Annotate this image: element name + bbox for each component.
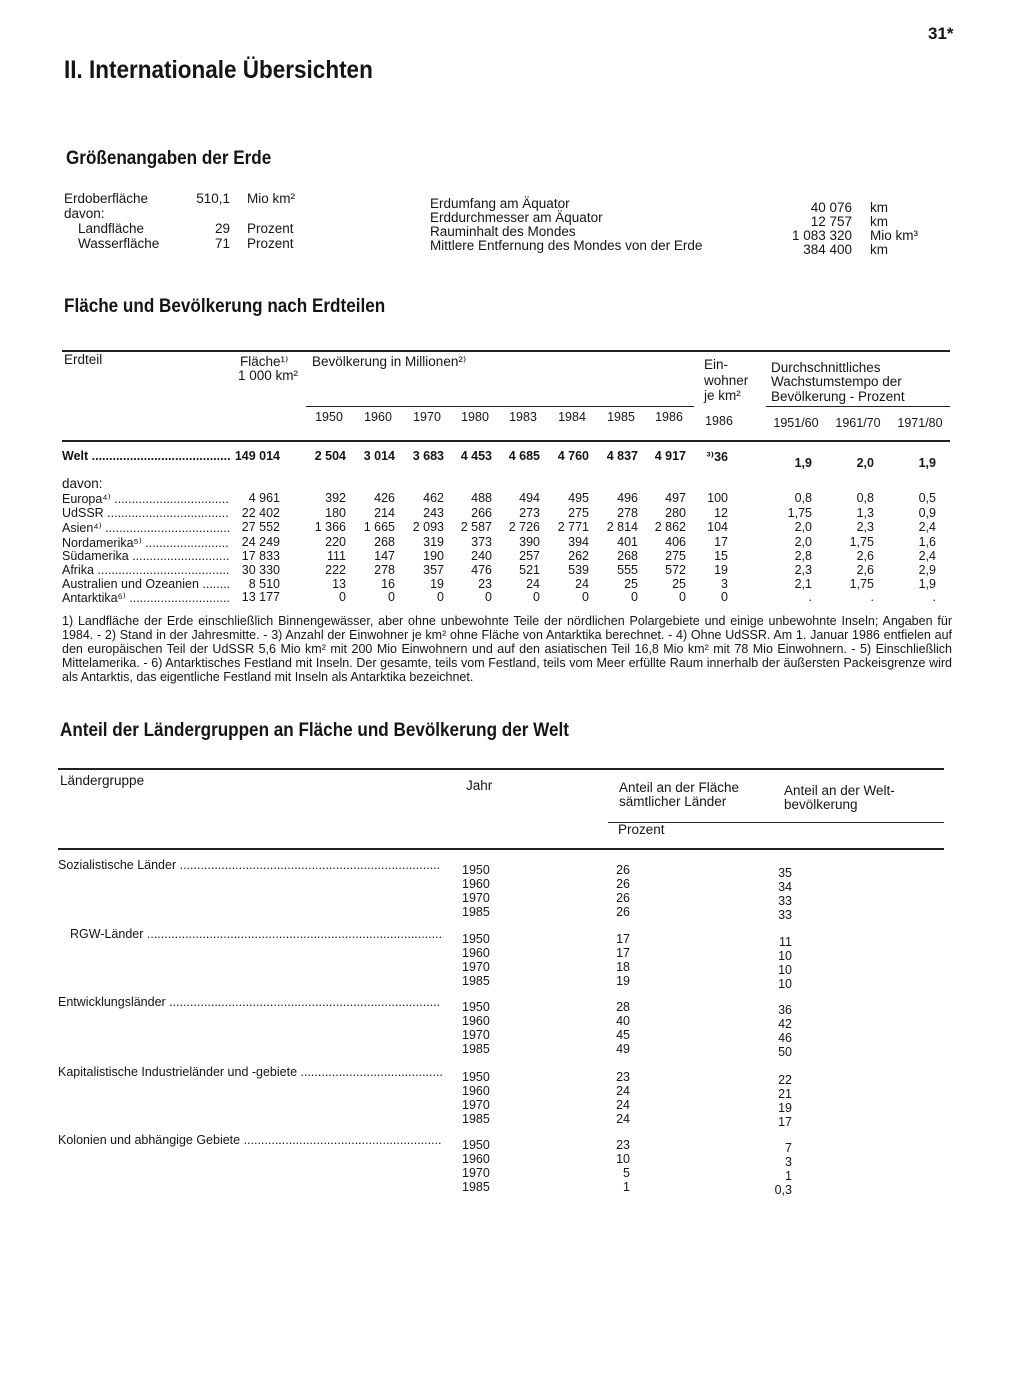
hdr-wachs-3: Bevölkerung - Prozent bbox=[771, 389, 905, 404]
continent-area: 4 961 bbox=[248, 491, 280, 505]
continent-name: UdSSR ................................... bbox=[62, 506, 229, 520]
einw-year-header: 1986 bbox=[705, 414, 733, 428]
continent-growth: 2,3 bbox=[794, 563, 812, 577]
group-area-share: 17 bbox=[616, 932, 630, 946]
group-pop-share: 42 bbox=[778, 1017, 792, 1031]
continent-pop: 1 366 bbox=[314, 520, 346, 534]
group-pop-share: 34 bbox=[778, 880, 792, 894]
hdr-einw-1: Ein- bbox=[704, 357, 729, 372]
continent-pop: 426 bbox=[374, 491, 395, 505]
continent-pop: 0 bbox=[437, 590, 444, 604]
continent-growth: 2,0 bbox=[794, 520, 812, 534]
group-area-share: 26 bbox=[616, 877, 630, 891]
group-pop-share: 36 bbox=[778, 1003, 792, 1017]
continent-pop: 220 bbox=[325, 535, 346, 549]
continent-pop: 496 bbox=[617, 491, 638, 505]
groups-top-rule bbox=[58, 768, 944, 770]
continent-pop: 572 bbox=[665, 563, 686, 577]
group-name: Entwicklungsländer .............................................................................. bbox=[58, 995, 441, 1009]
year-header: 1970 bbox=[413, 410, 441, 424]
group-area-share: 26 bbox=[616, 891, 630, 905]
continent-pop: 373 bbox=[471, 535, 492, 549]
continent-density: 3 bbox=[721, 577, 728, 591]
continent-pop: 4 685 bbox=[508, 449, 540, 463]
period-header: 1971/80 bbox=[897, 416, 943, 430]
continent-pop: 180 bbox=[325, 506, 346, 520]
continent-pop: 257 bbox=[519, 549, 540, 563]
group-area-share: 26 bbox=[616, 905, 630, 919]
hdr-einw-2: wohner bbox=[704, 373, 749, 388]
continent-name: Afrika ...................................... bbox=[62, 563, 230, 577]
group-pop-share: 3 bbox=[785, 1155, 792, 1169]
continent-pop: 401 bbox=[617, 535, 638, 549]
group-year: 1960 bbox=[462, 946, 490, 960]
continent-pop: 497 bbox=[665, 491, 686, 505]
year-header: 1950 bbox=[315, 410, 343, 424]
continent-pop: 494 bbox=[519, 491, 540, 505]
continent-density: 19 bbox=[714, 563, 728, 577]
continent-growth: 2,3 bbox=[856, 520, 874, 534]
continent-pop: 262 bbox=[568, 549, 589, 563]
earth-right-unit: Mio km³ bbox=[870, 228, 918, 243]
continent-growth: 0,8 bbox=[856, 491, 874, 505]
group-area-share: 23 bbox=[616, 1138, 630, 1152]
group-name: Sozialistische Länder ........................................................................... bbox=[58, 858, 441, 872]
continent-growth: 1,3 bbox=[856, 506, 874, 520]
continent-pop: 275 bbox=[665, 549, 686, 563]
earth-heading: Größenangaben der Erde bbox=[66, 148, 272, 169]
earth-left-label: Erdoberfläche bbox=[64, 191, 149, 206]
group-year: 1985 bbox=[462, 974, 490, 988]
continent-pop: 0 bbox=[631, 590, 638, 604]
continent-pop: 539 bbox=[568, 563, 589, 577]
continent-area: 24 249 bbox=[241, 535, 280, 549]
continent-growth: 1,9 bbox=[918, 577, 936, 591]
hdr-bevoelkerung: Bevölkerung in Millionen²⁾ bbox=[312, 354, 467, 369]
continent-pop: 357 bbox=[423, 563, 444, 577]
continents-heading: Fläche und Bevölkerung nach Erdteilen bbox=[64, 296, 386, 317]
hdr-unit: Prozent bbox=[618, 822, 665, 837]
group-pop-share: 0,3 bbox=[774, 1183, 792, 1197]
continent-pop: 2 093 bbox=[412, 520, 444, 534]
group-area-share: 24 bbox=[616, 1098, 630, 1112]
continent-pop: 190 bbox=[423, 549, 444, 563]
earth-right-label: Erddurchmesser am Äquator bbox=[430, 210, 603, 225]
groups-heading: Anteil der Ländergruppen an Fläche und Bevölkerung der Welt bbox=[60, 720, 569, 741]
continent-pop: 2 587 bbox=[460, 520, 492, 534]
group-area-share: 10 bbox=[616, 1152, 630, 1166]
group-area-share: 18 bbox=[616, 960, 630, 974]
continent-density: 100 bbox=[707, 491, 728, 505]
continent-pop: 278 bbox=[617, 506, 638, 520]
continent-pop: 13 bbox=[332, 577, 346, 591]
continent-growth: 2,6 bbox=[856, 563, 874, 577]
continent-pop: 462 bbox=[423, 491, 444, 505]
continent-pop: 16 bbox=[381, 577, 395, 591]
hdr-area-1: Anteil an der Fläche bbox=[619, 780, 740, 795]
continent-pop: 2 726 bbox=[508, 520, 540, 534]
continent-name: Asien⁴⁾ .................................... bbox=[62, 521, 231, 535]
continent-pop: 273 bbox=[519, 506, 540, 520]
continent-growth: 1,75 bbox=[787, 506, 812, 520]
page-number: 31* bbox=[928, 24, 954, 43]
continent-pop: 4 453 bbox=[460, 449, 492, 463]
continent-pop: 390 bbox=[519, 535, 540, 549]
group-pop-share: 35 bbox=[778, 866, 792, 880]
period-header: 1951/60 bbox=[773, 416, 819, 430]
earth-right-unit: km bbox=[870, 200, 888, 215]
earth-right-value: 40 076 bbox=[810, 200, 852, 215]
hdr-wachs-1: Durchschnittliches bbox=[771, 360, 881, 375]
wachs-subrule bbox=[766, 406, 950, 407]
year-header: 1960 bbox=[364, 410, 392, 424]
continent-pop: 4 917 bbox=[654, 449, 686, 463]
continent-name: Antarktika⁶⁾ ............................. bbox=[62, 591, 230, 605]
group-year: 1950 bbox=[462, 863, 490, 877]
group-year: 1985 bbox=[462, 1180, 490, 1194]
continent-pop: 24 bbox=[575, 577, 589, 591]
continent-density: 17 bbox=[714, 535, 728, 549]
group-area-share: 24 bbox=[616, 1084, 630, 1098]
continent-name: Nordamerika⁵⁾ ........................ bbox=[62, 536, 229, 550]
continent-name: Europa⁴⁾ ................................. bbox=[62, 492, 229, 506]
group-pop-share: 22 bbox=[778, 1073, 792, 1087]
earth-left-label: Wasserfläche bbox=[78, 236, 160, 251]
continent-density: 15 bbox=[714, 549, 728, 563]
continent-pop: 25 bbox=[672, 577, 686, 591]
continent-pop: 0 bbox=[582, 590, 589, 604]
group-pop-share: 7 bbox=[785, 1141, 792, 1155]
group-area-share: 23 bbox=[616, 1070, 630, 1084]
continent-density: 104 bbox=[707, 520, 728, 534]
continent-pop: 2 862 bbox=[654, 520, 686, 534]
continent-growth: 1,75 bbox=[849, 577, 874, 591]
group-pop-share: 21 bbox=[778, 1087, 792, 1101]
group-year: 1970 bbox=[462, 1166, 490, 1180]
continent-pop: 3 014 bbox=[363, 449, 395, 463]
continent-pop: 24 bbox=[526, 577, 540, 591]
continent-growth: 2,0 bbox=[794, 535, 812, 549]
hdr-flaeche-unit: 1 000 km² bbox=[238, 368, 299, 383]
continent-pop: 1 665 bbox=[363, 520, 395, 534]
continent-pop: 243 bbox=[423, 506, 444, 520]
continent-name: Australien und Ozeanien ........ bbox=[62, 577, 231, 591]
year-header: 1986 bbox=[655, 410, 683, 424]
year-header: 1985 bbox=[607, 410, 635, 424]
group-area-share: 19 bbox=[616, 974, 630, 988]
continent-density: 0 bbox=[721, 590, 728, 604]
page-title: II. Internationale Übersichten bbox=[64, 56, 373, 84]
continent-pop: 2 771 bbox=[557, 520, 589, 534]
bev-subrule bbox=[306, 406, 694, 407]
continent-area: 22 402 bbox=[241, 506, 280, 520]
hdr-flaeche: Fläche¹⁾ bbox=[240, 354, 289, 369]
group-area-share: 24 bbox=[616, 1112, 630, 1126]
group-year: 1970 bbox=[462, 891, 490, 905]
continent-pop: 266 bbox=[471, 506, 492, 520]
continent-pop: 222 bbox=[325, 563, 346, 577]
continent-pop: 0 bbox=[485, 590, 492, 604]
group-area-share: 45 bbox=[616, 1028, 630, 1042]
continent-growth: . bbox=[870, 590, 874, 604]
continent-pop: 476 bbox=[471, 563, 492, 577]
continent-pop: 111 bbox=[326, 549, 346, 563]
continent-pop: 147 bbox=[374, 549, 395, 563]
group-year: 1985 bbox=[462, 1112, 490, 1126]
group-area-share: 49 bbox=[616, 1042, 630, 1056]
earth-right-unit: km bbox=[870, 214, 888, 229]
group-name: Kolonien und abhängige Gebiete ......................................................... bbox=[58, 1133, 442, 1147]
continent-growth: 1,75 bbox=[849, 535, 874, 549]
continent-growth: 2,9 bbox=[918, 563, 936, 577]
group-year: 1985 bbox=[462, 905, 490, 919]
group-pop-share: 10 bbox=[778, 949, 792, 963]
hdr-einw-3: je km² bbox=[704, 388, 741, 403]
continent-pop: 2 814 bbox=[606, 520, 638, 534]
group-pop-share: 17 bbox=[778, 1115, 792, 1129]
earth-left-unit: Prozent bbox=[247, 221, 294, 236]
earth-right-label: Mittlere Entfernung des Mondes von der Erde bbox=[430, 238, 703, 253]
hdr-pop-2: bevölkerung bbox=[784, 797, 858, 812]
earth-right-label: Rauminhalt des Mondes bbox=[430, 224, 576, 239]
group-year: 1970 bbox=[462, 1098, 490, 1112]
continent-pop: 4 760 bbox=[557, 449, 589, 463]
earth-left-value: 510,1 bbox=[196, 191, 230, 206]
group-pop-share: 1 bbox=[785, 1169, 792, 1183]
continent-growth: 2,6 bbox=[856, 549, 874, 563]
continent-growth: 2,1 bbox=[794, 577, 812, 591]
continent-pop: 240 bbox=[471, 549, 492, 563]
hdr-area-2: sämtlicher Länder bbox=[619, 794, 727, 809]
continent-growth: 1,6 bbox=[918, 535, 936, 549]
group-area-share: 17 bbox=[616, 946, 630, 960]
continents-footnote: 1) Landfläche der Erde einschließlich Binnengewässer, aber ohne unbewohnte Teile der nördlichen Polargebiete und einige unbewohnte Inseln; Angaben für 1984. - 2) Stand in der Jahresmitte. - 3) Anzahl der Einwohner je km² ohne Fläche von Antarktika berechnet. - 4) Ohne UdSSR. Am 1. Januar 1986 entfielen auf den europäischen Teil der UdSSR 5,6 Mio km² mit 200 Mio Einwohnern und auf den asiatischen Teil 16,8 Mio km² mit 78 Mio Einwohnern. - 5) Einschließlich Mittelamerika. - 6) Antarktisches Festland mit Inseln. Der gesamte, teils vom Festland, teils vom Meer erfüllte Raum innerhalb der äußersten Packeisgrenze wird als Antarktis, das eigentliche Festland mit Inseln als Antarktika bezeichnet. bbox=[62, 614, 952, 684]
group-pop-share: 19 bbox=[778, 1101, 792, 1115]
continent-pop: 0 bbox=[533, 590, 540, 604]
group-pop-share: 33 bbox=[778, 894, 792, 908]
continent-pop: 280 bbox=[665, 506, 686, 520]
continent-area: 149 014 bbox=[234, 449, 280, 463]
continent-pop: 268 bbox=[617, 549, 638, 563]
continent-area: 8 510 bbox=[248, 577, 280, 591]
continent-area: 13 177 bbox=[241, 590, 280, 604]
continent-pop: 488 bbox=[471, 491, 492, 505]
group-year: 1960 bbox=[462, 877, 490, 891]
earth-right-value: 1 083 320 bbox=[791, 228, 852, 243]
groups-header-rule bbox=[58, 848, 944, 850]
group-year: 1970 bbox=[462, 960, 490, 974]
continent-pop: 275 bbox=[568, 506, 589, 520]
group-year: 1950 bbox=[462, 932, 490, 946]
continent-name: Südamerika ............................ bbox=[62, 549, 230, 563]
continent-area: 30 330 bbox=[241, 563, 280, 577]
group-year: 1985 bbox=[462, 1042, 490, 1056]
continent-pop: 23 bbox=[478, 577, 492, 591]
continent-pop: 2 504 bbox=[314, 449, 346, 463]
continent-pop: 0 bbox=[679, 590, 686, 604]
group-pop-share: 10 bbox=[778, 977, 792, 991]
continent-area: 17 833 bbox=[241, 549, 280, 563]
continent-pop: 495 bbox=[568, 491, 589, 505]
earth-right-unit: km bbox=[870, 242, 888, 257]
group-area-share: 26 bbox=[616, 863, 630, 877]
group-year: 1970 bbox=[462, 1028, 490, 1042]
continent-pop: 3 683 bbox=[412, 449, 444, 463]
group-year: 1960 bbox=[462, 1084, 490, 1098]
continent-pop: 394 bbox=[568, 535, 589, 549]
earth-left-label: Landfläche bbox=[78, 221, 145, 236]
continent-pop: 392 bbox=[325, 491, 346, 505]
continent-pop: 0 bbox=[339, 590, 346, 604]
hdr-pop-1: Anteil an der Welt- bbox=[784, 783, 895, 798]
group-year: 1960 bbox=[462, 1014, 490, 1028]
group-pop-share: 11 bbox=[779, 935, 792, 949]
davon-label: davon: bbox=[62, 476, 103, 491]
group-area-share: 1 bbox=[623, 1180, 630, 1194]
continent-growth: 0,9 bbox=[918, 506, 936, 520]
hdr-year: Jahr bbox=[466, 778, 493, 793]
table-top-rule bbox=[62, 350, 950, 352]
earth-left-value: 29 bbox=[214, 221, 230, 236]
group-area-share: 28 bbox=[616, 1000, 630, 1014]
continent-pop: 268 bbox=[374, 535, 395, 549]
continent-growth: 2,4 bbox=[918, 520, 936, 534]
group-name: RGW-Länder ..................................................................................... bbox=[70, 927, 443, 941]
year-header: 1983 bbox=[509, 410, 537, 424]
continent-growth: 2,8 bbox=[794, 549, 812, 563]
continent-pop: 555 bbox=[617, 563, 638, 577]
continent-pop: 19 bbox=[430, 577, 444, 591]
continent-pop: 4 837 bbox=[606, 449, 638, 463]
continent-growth: . bbox=[932, 590, 936, 604]
group-pop-share: 10 bbox=[778, 963, 792, 977]
earth-left-value: 71 bbox=[214, 236, 230, 251]
continent-pop: 25 bbox=[624, 577, 638, 591]
group-year: 1950 bbox=[462, 1000, 490, 1014]
continent-growth: . bbox=[808, 590, 812, 604]
group-pop-share: 50 bbox=[778, 1045, 792, 1059]
continent-pop: 521 bbox=[519, 563, 540, 577]
continent-growth: 1,9 bbox=[794, 456, 812, 470]
continent-growth: 0,8 bbox=[794, 491, 812, 505]
group-area-share: 40 bbox=[616, 1014, 630, 1028]
hdr-group: Ländergruppe bbox=[60, 773, 145, 788]
continent-growth: 1,9 bbox=[918, 456, 936, 470]
group-pop-share: 46 bbox=[778, 1031, 792, 1045]
year-header: 1980 bbox=[461, 410, 489, 424]
group-year: 1960 bbox=[462, 1152, 490, 1166]
hdr-erdteil: Erdteil bbox=[64, 352, 103, 367]
year-header: 1984 bbox=[558, 410, 586, 424]
earth-left-label: davon: bbox=[64, 206, 105, 221]
earth-right-value: 384 400 bbox=[803, 242, 852, 257]
earth-left-unit: Mio km² bbox=[247, 191, 295, 206]
earth-right-label: Erdumfang am Äquator bbox=[430, 196, 570, 211]
group-area-share: 5 bbox=[623, 1166, 630, 1180]
continent-pop: 0 bbox=[388, 590, 395, 604]
continent-density: ³⁾36 bbox=[706, 450, 728, 464]
continent-name: Welt ........................................ bbox=[62, 449, 231, 463]
earth-right-value: 12 757 bbox=[810, 214, 852, 229]
continent-growth: 2,0 bbox=[856, 456, 874, 470]
table-header-rule bbox=[62, 440, 950, 442]
continent-pop: 406 bbox=[665, 535, 686, 549]
continent-growth: 2,4 bbox=[918, 549, 936, 563]
hdr-wachs-2: Wachstumstempo der bbox=[771, 374, 902, 389]
continent-density: 12 bbox=[714, 506, 728, 520]
continent-pop: 278 bbox=[374, 563, 395, 577]
group-year: 1950 bbox=[462, 1070, 490, 1084]
period-header: 1961/70 bbox=[835, 416, 881, 430]
earth-left-unit: Prozent bbox=[247, 236, 294, 251]
group-name: Kapitalistische Industrieländer und -gebiete ......................................... bbox=[58, 1065, 443, 1079]
continent-area: 27 552 bbox=[241, 520, 280, 534]
continent-pop: 319 bbox=[423, 535, 444, 549]
group-pop-share: 33 bbox=[778, 908, 792, 922]
continent-growth: 0,5 bbox=[918, 491, 936, 505]
continent-pop: 214 bbox=[374, 506, 395, 520]
group-year: 1950 bbox=[462, 1138, 490, 1152]
